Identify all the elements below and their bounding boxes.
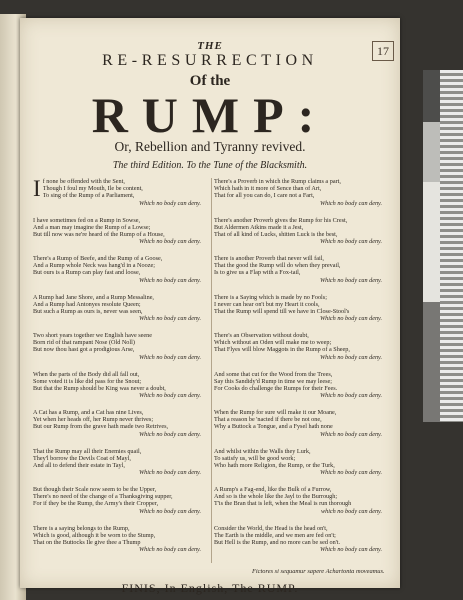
refrain: Which no body can deny. xyxy=(138,276,201,284)
stanza xyxy=(214,332,394,361)
verse-line: f none be offended with the Sent, xyxy=(42,178,125,185)
verse-line: That the good the Rump will do when they prevail, xyxy=(214,262,341,270)
stanza xyxy=(214,448,394,477)
refrain: Which no body can deny. xyxy=(138,507,201,515)
verse-line: For if they be the Rump, the Army's their Cropper, xyxy=(33,500,159,508)
ruler-ticks xyxy=(440,70,463,422)
refrain: Which no body can deny. xyxy=(138,315,201,323)
stanza xyxy=(33,255,213,284)
stanza xyxy=(33,217,213,246)
stanza xyxy=(33,448,213,477)
verse-line: That Flyes will blow Maggots in the Rump of a Sheep, xyxy=(214,346,350,354)
verse-line: And whilst within the Walls they Lurk, xyxy=(214,447,311,455)
stanza xyxy=(33,525,213,554)
verse-line: Who hath more Religion, the Rump, or the Turk, xyxy=(214,461,335,469)
verse-line: Say this Sandidy'd Rump in time we may leese; xyxy=(214,377,332,385)
verse-line: I never can hear on't but my Heart it cools, xyxy=(214,300,320,308)
stanza xyxy=(214,486,394,515)
verse-line: Though I foul my Mouth, Ile be content, xyxy=(42,185,143,193)
verse-line: And a man may imagine the Rump of a Lowse; xyxy=(33,223,151,231)
verse-line: But Hell is the Rump, and no more can be sed on't. xyxy=(214,538,341,546)
verse-line: But till now was ne're heard of the Rump of a House, xyxy=(33,230,165,238)
verse-line: But that the Rump should be King was never a doubt, xyxy=(33,384,166,392)
title-main-rump: RUMP: xyxy=(91,87,329,143)
verse-line: I have sometimes fed on a Rump in Sowse, xyxy=(33,216,141,224)
column-divider xyxy=(211,178,212,563)
stanza xyxy=(214,178,394,207)
verse-line: Why a Buttock a Tongue, and a Fysel hath none xyxy=(214,423,333,431)
verse-line: But though their Scale now seem to be the Upper, xyxy=(33,486,157,493)
verse-line: That on the Buttocks Ile give thee a Thump xyxy=(33,538,141,546)
drop-cap: I xyxy=(33,176,41,201)
verse-line: And all to defend their estate in Tayl, xyxy=(33,461,125,469)
verse-line: But ours is a Rump can play fast and loose, xyxy=(33,269,141,277)
stanza xyxy=(214,371,394,400)
verse-line: A Rump had Jane Shore, and a Rump Messaline, xyxy=(33,293,154,301)
verse-line: That of all kind of Lucks, shitten Luck is the best, xyxy=(214,230,338,238)
refrain: Which no body can deny. xyxy=(138,430,201,438)
verse-line: There's another Proverb gives the Rump for his Crest, xyxy=(214,216,348,224)
verse-line: And a Rump had Antonyes resolute Queen; xyxy=(33,300,141,308)
verse-line: For Cooks do challenge the Rumps for their Fees. xyxy=(214,384,338,392)
finis-line: FINIS, In English, The RUMP. xyxy=(121,581,299,595)
stanza xyxy=(214,525,394,554)
verse-line: Yet when her heads off, her Rump never thrives; xyxy=(33,416,154,424)
refrain: Which no body can deny. xyxy=(319,315,382,323)
refrain: Which no body can deny. xyxy=(138,238,201,246)
verse-line: To sing of the Rump of a Parliament, xyxy=(42,192,135,200)
verse-line: They'l borrow the Devils Coat of Mayl, xyxy=(33,454,131,462)
verse-line: There's a Rump of Beefe, and the Rump of a Goose, xyxy=(33,255,163,262)
stanza xyxy=(214,409,394,438)
verse-line: Some voted it is like did pass for the Snout; xyxy=(33,377,142,385)
title-line-resurrection: RE-RESURRECTION xyxy=(102,52,318,69)
refrain: Which no body can deny. xyxy=(138,353,201,361)
verse-line: That the Rump may all their Enemies quail, xyxy=(33,447,142,455)
refrain: Which no body can deny. xyxy=(319,199,382,207)
verse-line: Which is good, although it be worn to the Stump, xyxy=(33,531,156,539)
verse-line: That for all you can do, I care not a Fart, xyxy=(214,192,315,200)
verse-line: But now thou hast got a prodigious Arse, xyxy=(33,346,135,354)
page-number: 17 xyxy=(372,41,394,61)
stanza xyxy=(214,294,394,323)
refrain: Which no body can deny. xyxy=(138,392,201,400)
refrain: Which no body can deny. xyxy=(319,430,382,438)
verse-line: That the Rump will spend till we have in Close-Stool's xyxy=(214,307,350,315)
verse-line: Which without an Oden will make me to weep; xyxy=(214,339,332,347)
stanza xyxy=(214,255,394,284)
verse-line: There's an Observation without doubt, xyxy=(214,332,309,339)
stanza xyxy=(33,486,213,515)
stanza xyxy=(33,178,213,207)
verse-line: There is a saying belongs to the Rump, xyxy=(33,524,130,532)
broadside-sheet xyxy=(20,18,400,595)
verse-line: Consider the World, the Head is the head on't, xyxy=(214,524,328,532)
subtitle: Or, Rebellion and Tyranny revived. xyxy=(114,139,306,154)
stanza xyxy=(33,409,213,438)
verse-line: T'is the Bran that is left, when the Meal is run thorough xyxy=(214,500,352,508)
refrain: Which no body can deny. xyxy=(319,392,382,400)
refrain: Which no body can deny. xyxy=(319,238,382,246)
verse-line: But Aldermen Atkins made it a Jest, xyxy=(214,223,304,231)
verse-line: And some that cut for the Wood from the Trees, xyxy=(214,370,333,378)
title-line-of-the: Of the xyxy=(189,73,231,89)
verse-line: Which hath in it more of Sence than of Art, xyxy=(214,185,322,193)
refrain: Which no body can deny. xyxy=(319,276,382,284)
verse-line: And so is the whole like the Jayl to the Burrough; xyxy=(214,493,338,501)
verse-line: To satisfy us, will be good work; xyxy=(214,454,296,462)
refrain: Which no body can deny. xyxy=(319,353,382,361)
refrain: Which no body can deny. xyxy=(138,199,201,207)
verse-line: And a Rump whole Neck was hang'd in a Nooze; xyxy=(33,262,155,270)
verse-line: There's a Proverb in which the Rump claims a part, xyxy=(214,178,341,185)
refrain: Which no body can deny. xyxy=(138,469,201,477)
stanza xyxy=(214,217,394,246)
refrain: which no body can deny. xyxy=(320,507,382,515)
verse-line: When the Rump for sure will make it our Moane, xyxy=(214,409,337,416)
edition-tune-line: The third Edition. To the Tune of the Blacksmith. xyxy=(112,160,308,171)
verse-line: When the parts of the Body did all fall out, xyxy=(33,370,140,378)
stanza xyxy=(33,332,213,361)
verse-line: That a reason be 'nacted if there be not one, xyxy=(214,416,322,424)
verse-line: The Earth is the middle, and we men are fed on't; xyxy=(214,531,336,539)
latin-motto: Fictores si sequamur sapere Achartonta moveamus. xyxy=(252,568,385,575)
verse-line: But our Rump from the grave hath made two Retrives, xyxy=(33,423,169,431)
refrain: Which no body can deny. xyxy=(319,546,382,554)
verse-line: But such a Rump as ours is, never was seen, xyxy=(33,307,143,315)
title-line-the: THE xyxy=(197,40,223,52)
verse-line: Born rid of that rampant Nose (Old Noll) xyxy=(33,339,135,347)
verse-line: A Rump's a Fag-end, like the Bulk of a Furrow, xyxy=(214,486,332,493)
color-calibration-scale xyxy=(423,70,463,422)
verse-line: There is another Proverb that never will fail, xyxy=(214,255,324,262)
refrain: Which no body can deny. xyxy=(319,469,382,477)
verse-line: A Cat has a Rump, and a Cat has nine Lives, xyxy=(33,409,144,416)
verse-line: Two short years together we English have seene xyxy=(33,332,152,339)
stanza xyxy=(33,371,213,400)
refrain: Which no body can deny. xyxy=(138,546,201,554)
verse-line: Is to give us a Flap with a Fox-tail, xyxy=(214,269,301,277)
verse-line: There's no need of the change of a Thanksgiving supper, xyxy=(33,493,173,501)
stanza xyxy=(33,294,213,323)
verse-line: There is a Saying which is made by no Fools; xyxy=(214,293,327,301)
